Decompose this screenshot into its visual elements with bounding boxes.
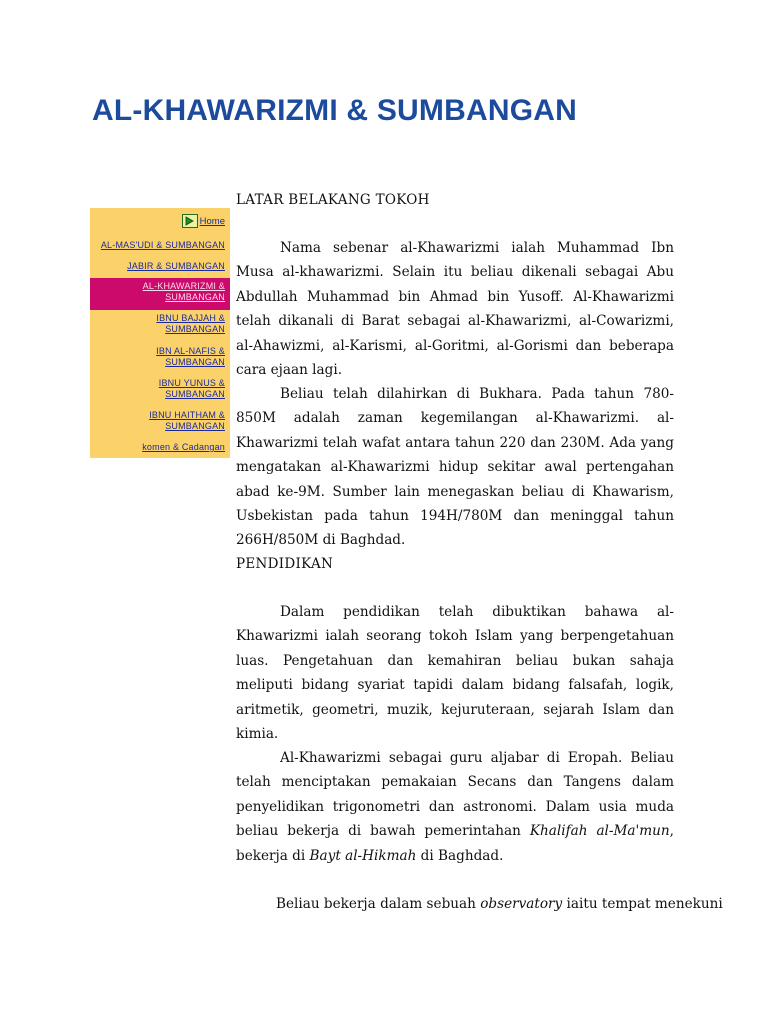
nav-home-link[interactable]: [182, 212, 225, 230]
nav-item-ibnu-haitham[interactable]: [149, 410, 225, 431]
paragraph-text: , bekerja di: [236, 823, 674, 864]
nav-item-al-khawarizmi-link[interactable]: [143, 281, 225, 302]
emphasis-khalifah: Khalifah al-Ma'mun: [529, 823, 670, 840]
nav-item-ibn-al-nafis[interactable]: [156, 346, 225, 367]
paragraph-text: di Baghdad.: [416, 847, 504, 864]
nav-label-line2: SUMBANGAN: [165, 323, 225, 334]
paragraph-nama: Nama sebenar al-Khawarizmi ialah Muhammad Ibn Musa al-khawarizmi. Selain itu beliau dikenali sebagai Abu Abdullah Muhammad bin Ahmad bin Yusoff. Al-Khawarizmi telah dikanali di Barat sebagai al-Khawarizmi, al-Cowarizmi, al-Ahawizmi, al-Karismi, al-Goritmi, al-Gorismi dan beberapa cara ejaan lagi.: [236, 240, 674, 379]
sidebar-nav: [90, 208, 230, 458]
nav-item-ibnu-bajjah[interactable]: [156, 313, 225, 334]
paragraph-text: iaitu tempat menekuni: [562, 896, 723, 912]
nav-label-line1: IBNU BAJJAH &: [156, 313, 225, 323]
paragraph-kelahiran: Beliau telah dilahirkan di Bukhara. Pada tahun 780-850M adalah zaman kegemilangan al-Khawarizmi. al-Khawarizmi telah wafat antara tahun 220 dan 230M. Ada yang mengatakan al-Khawarizmi hidup sekitar awal pertengahan abad ke-9M. Sumber lain menegaskan beliau di Khawarism, Usbekistan pada tahun 194H/780M dan meninggal tahun 266H/850M di Baghdad.: [236, 386, 674, 549]
nav-label-line2: SUMBANGAN: [165, 291, 225, 302]
nav-item-al-khawarizmi[interactable]: [90, 278, 230, 310]
nav-home-label: Home: [199, 215, 225, 227]
nav-item-komen-cadangan[interactable]: komen & Cadangan: [142, 442, 225, 452]
paragraph-text: Al-Khawarizmi sebagai guru aljabar di Eropah. Beliau telah menciptakan pemakaian Secans dan Tangens dalam penyelidikan trigonometri dan astronomi. Dalam usia muda beliau bekerja di bawah pemerintahan: [236, 750, 674, 840]
nav-label-line1: IBNU YUNUS &: [158, 378, 225, 388]
section-heading-pendidikan: PENDIDIKAN: [236, 556, 334, 572]
paragraph-text: Beliau bekerja dalam sebuah: [276, 896, 481, 912]
paragraph-observatory: [236, 892, 723, 916]
nav-item-al-masudi[interactable]: AL-MAS'UDI & SUMBANGAN: [100, 240, 225, 250]
home-icon: [182, 214, 198, 228]
nav-label-line1: IBNU HAITHAM &: [149, 410, 225, 420]
paragraph-pendidikan: Dalam pendidikan telah dibuktikan bahawa al-Khawarizmi ialah seorang tokoh Islam yang berpengetahuan luas. Pengetahuan dan kemahiran beliau bukan sahaja meliputi bidang syariat tapidi dalam bidang falsafah, logik, aritmetik, geometri, muzik, kejuruteraan, sejarah Islam dan kimia.: [236, 604, 674, 743]
nav-item-ibnu-yunus[interactable]: [159, 378, 225, 399]
nav-label-line1: AL-KHAWARIZMI &: [142, 281, 225, 291]
nav-label-line2: SUMBANGAN: [165, 388, 225, 399]
emphasis-observatory: observatory: [480, 896, 563, 912]
nav-label-line2: SUMBANGAN: [165, 420, 225, 431]
nav-label-line1: IBN AL-NAFIS &: [156, 346, 225, 356]
section-heading-latar-belakang: LATAR BELAKANG TOKOH: [236, 192, 430, 208]
page-title: AL-KHAWARIZMI & SUMBANGAN: [92, 94, 577, 127]
paragraph-aljabar: [236, 746, 674, 868]
nav-label-line2: SUMBANGAN: [165, 356, 225, 367]
nav-item-jabir[interactable]: JABIR & SUMBANGAN: [127, 261, 225, 271]
emphasis-bayt-al-hikmah: Bayt al-Hikmah: [309, 847, 417, 864]
